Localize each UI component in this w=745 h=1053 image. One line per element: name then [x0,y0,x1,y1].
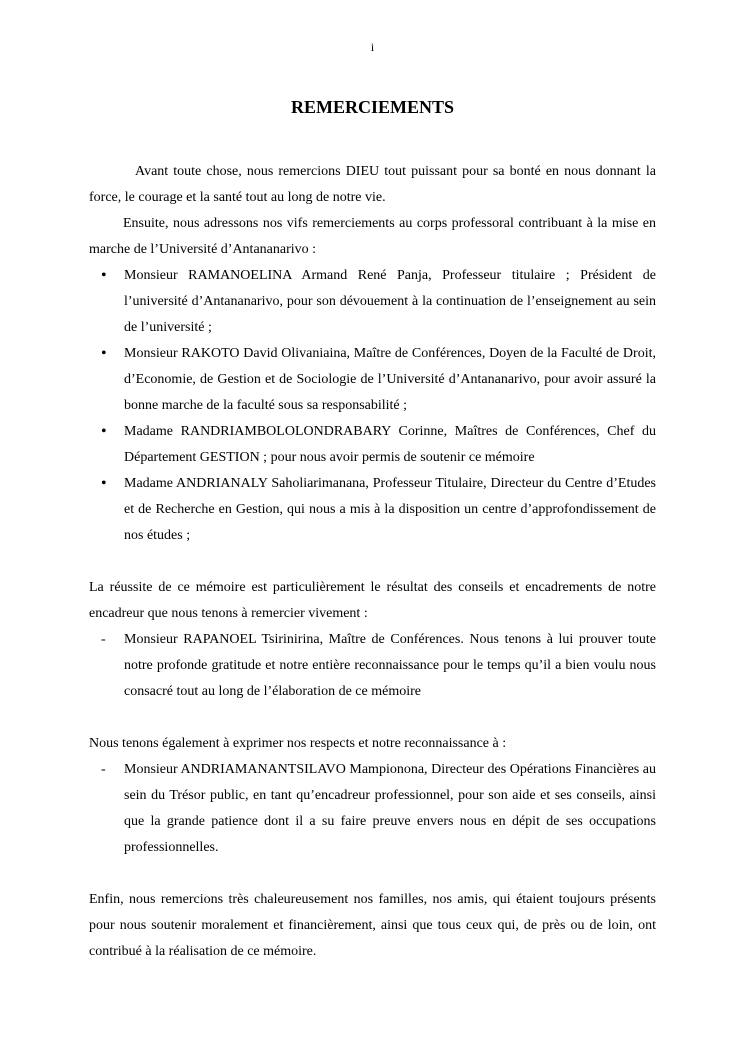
intro-paragraph-1: Avant toute chose, nous remercions DIEU tout puissant pour sa bonté en nous donnant la force, le courage et la santé tout au long de notre vie. [89,164,656,205]
section-spacer [89,861,656,887]
list-item-text: Monsieur RAKOTO David Olivaniaina, Maître de Conférences, Doyen de la Faculté de Droit, d’Economie, de Gestion et de Sociologie de l’Université d’Antananarivo, pour avoir assuré la bonne marche de la faculté sous sa responsabilité ; [124,346,656,413]
section-spacer [89,705,656,731]
supervisor-list [89,627,656,705]
list-item-text: Madame RANDRIAMBOLOLONDRABARY Corinne, Maîtres de Conférences, Chef du Département GESTION ; pour nous avoir permis de soutenir ce mémoire [124,424,656,465]
list-item-text: Monsieur ANDRIAMANANTSILAVO Mampionona, Directeur des Opérations Financières au sein du Trésor public, en tant qu’encadreur professionnel, pour son aide et ses conseils, ainsi que la grande patience dont il a su faire preuve envers nous en dépit de ses occupations professionnelles. [124,762,656,855]
professional-intro: Nous tenons également à exprimer nos respects et notre reconnaissance à : [89,736,507,751]
bullet-icon: • [101,345,107,362]
intro-paragraph-2: Ensuite, nous adressons nos vifs remerciements au corps professoral contribuant à la mise en marche de l’Université d’Antananarivo : [89,216,656,257]
dash-icon: - [101,762,106,777]
document-body [89,159,656,965]
list-item [89,471,656,549]
page-number: i [370,40,375,54]
list-item-text: Madame ANDRIANALY Saholiarimanana, Professeur Titulaire, Directeur du Centre d’Etudes et de Recherche en Gestion, qui nous a mis à la disposition un centre d’approfondissement de nos études ; [124,476,656,543]
list-item [89,341,656,419]
list-item [89,419,656,471]
bullet-icon: • [101,475,107,492]
list-item [89,263,656,341]
list-item-text: Monsieur RAPANOEL Tsirinirina, Maître de Conférences. Nous tenons à lui prouver toute notre profonde gratitude et notre entière reconnaissance pour le temps qu’il a bien voulu nous consacré tout au long de l’élaboration de ce mémoire [124,632,656,699]
list-item-text: Monsieur RAMANOELINA Armand René Panja, Professeur titulaire ; Président de l’université d’Antananarivo, pour son dévouement à la continuation de l’enseignement au sein de l’université ; [124,268,656,335]
professors-list [89,263,656,549]
list-item [89,627,656,705]
professional-list [89,757,656,861]
list-item [89,757,656,861]
bullet-icon: • [101,267,107,284]
section-spacer [89,549,656,575]
page-title: REMERCIEMENTS [290,97,455,117]
supervisor-intro: La réussite de ce mémoire est particulièrement le résultat des conseils et encadrements de notre encadreur que nous tenons à remercier vivement : [89,580,656,621]
closing-paragraph: Enfin, nous remercions très chaleureusement nos familles, nos amis, qui étaient toujours présents pour nous soutenir moralement et financièrement, ainsi que tous ceux qui, de près ou de loin, ont contribué à la réalisation de ce mémoire. [89,892,656,959]
dash-icon: - [101,632,106,647]
bullet-icon: • [101,423,107,440]
